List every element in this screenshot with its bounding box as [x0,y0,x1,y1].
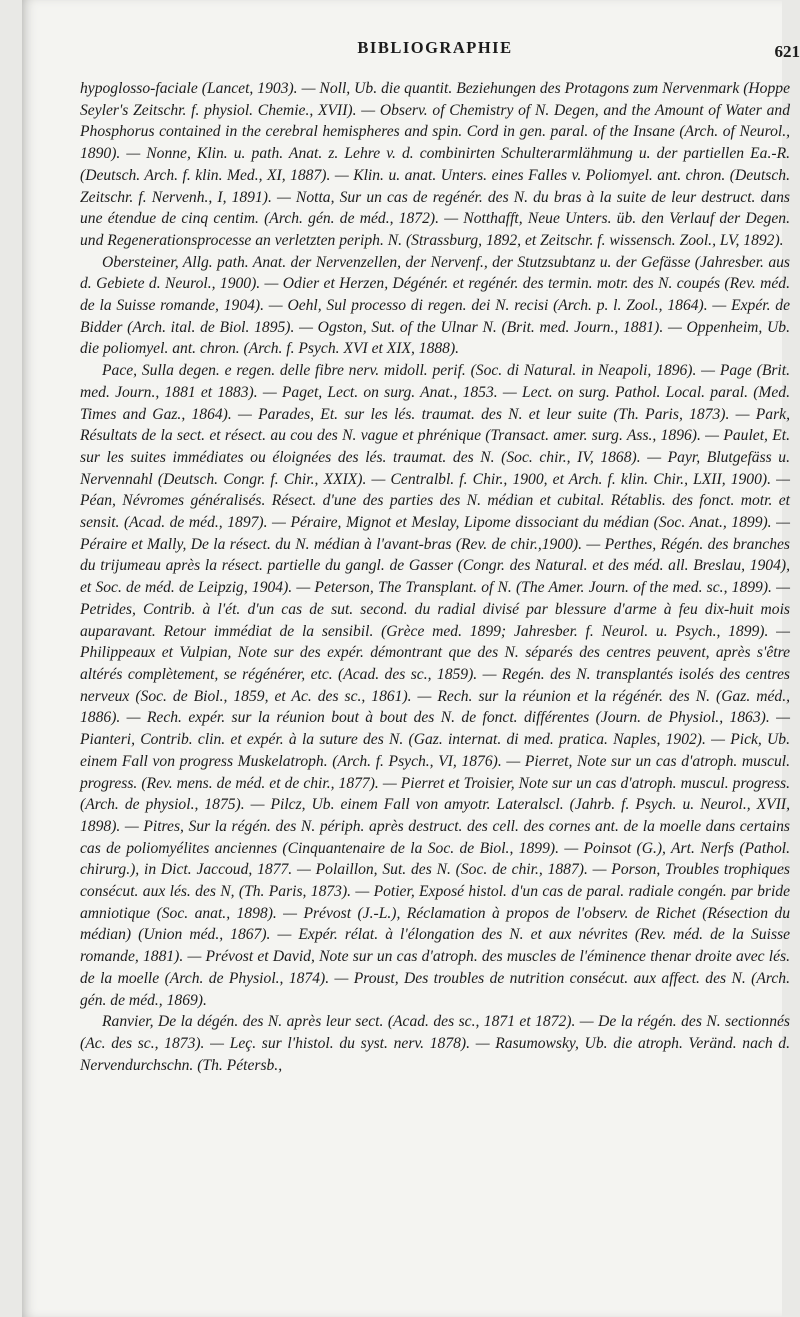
bibliography-text [80,78,790,1076]
bibliography-paragraph: hypoglosso-faciale (Lancet, 1903). — Noll, Ub. die quantit. Beziehungen des Protagons zum Nervenmark (Hoppe Seyler's Zeitschr. f. physiol. Chemie., XVII). — Observ. of Chemistry of N. Degen, and the Amount of Water and Phosphorus contained in the cerebral hemispheres and spin. Cord in gen. paral. of the Insane (Arch. of Neurol., 1890). — Nonne, Klin. u. path. Anat. z. Lehre v. d. combinirten Schulterarmlähmung u. der partiellen Ea.-R. (Deutsch. Arch. f. klin. Med., XI, 1887). — Klin. u. anat. Unters. eines Falles v. Poliomyel. ant. chron. (Deutsch. Zeitschr. f. Nervenh., I, 1891). — Notta, Sur un cas de regénér. des N. du bras à la suite de leur destruct. dans une étendue de cinq centim. (Arch. gén. de méd., 1872). — Notthafft, Neue Unters. üb. den Verlauf der Degen. und Regenerationsprocesse an verletzten periph. N. (Strassburg, 1892, et Zeitschr. f. wissensch. Zool., LV, 1892). [80,80,790,249]
page-number: 621 [774,42,800,61]
page-header [80,30,800,61]
running-title: BIBLIOGRAPHIE [357,38,513,57]
book-page [22,0,800,1317]
bibliography-paragraph: Obersteiner, Allg. path. Anat. der Nervenzellen, der Nervenf., der Stutzsubtanz u. der Gefässe (Jahresber. aus d. Gebiete d. Neurol., 1900). — Odier et Herzen, Dégénér. et regénér. des termin. motr. des N. coupés (Rev. méd. de la Suisse romande, 1904). — Oehl, Sul processo di regen. dei N. recisi (Arch. p. l. Zool., 1864). — Expér. de Bidder (Arch. ital. de Biol. 1895). — Ogston, Sut. of the Ulnar N. (Brit. med. Journ., 1881). — Oppenheim, Ub. die poliomyel. ant. chron. (Arch. f. Psych. XVI et XIX, 1888). [80,253,790,358]
bibliography-paragraph: Ranvier, De la dégén. des N. après leur sect. (Acad. des sc., 1871 et 1872). — De la régén. des N. sectionnés (Ac. des sc., 1873). — Leç. sur l'histol. du syst. nerv. 1878). — Rasumowsky, Ub. die atroph. Veränd. nach d. Nervendurchschn. (Th. Pétersb., [80,1013,790,1074]
bibliography-paragraph: Pace, Sulla degen. e regen. delle fibre nerv. midoll. perif. (Soc. di Natural. in Neapoli, 1896). — Page (Brit. med. Journ., 1881 et 1883). — Paget, Lect. on surg. Anat., 1853. — Lect. on surg. Pathol. Local. paral. (Med. Times and Gaz., 1864). — Parades, Et. sur les lés. traumat. des N. et leur suite (Th. Paris, 1873). — Park, Résultats de la sect. et résect. au cou des N. vague et phrénique (Transact. amer. surg. Ass., 1896). — Paulet, Et. sur les suites immédiates ou éloignées des lés. traumat. des N. (Soc. chir., IV, 1868). — Payr, Blutgefäss u. Nervennahl (Deutsch. Congr. f. Chir., XXIX). — Centralbl. f. Chir., 1900, et Arch. f. klin. Chir., LXII, 1900). — Péan, Névromes généralisés. Résect. d'une des parties des N. médian et cubital. Rétablis. des fonct. motr. et sensit. (Acad. de méd., 1897). — Péraire, Mignot et Meslay, Lipome dissociant du médian (Soc. Anat., 1899). — Péraire et Mally, De la résect. du N. médian à l'avant-bras (Rev. de chir.,1900). — Perthes, Régén. des branches du trijumeau après la résect. partielle du gangl. de Gasser (Congr. des Natural. et des méd. all. Breslau, 1904), et Soc. de méd. de Leipzig, 1904). — Peterson, The Transplant. of N. (The Amer. Journ. of the med. sc., 1899). — Petrides, Contrib. à l'ét. d'un cas de sut. second. du radial divisé par blessure d'arme à feu dix-huit mois auparavant. Retour immédiat de la sensibil. (Grèce med. 1899; Jahresber. f. Neurol. u. Psych., 1899). — Philippeaux et Vulpian, Note sur des expér. démontrant que des N. séparés des centres peuvent, après s'être altérés complètement, se régénérer, etc. (Acad. des sc., 1859). — Regén. des N. transplantés isolés des centres nerveux (Soc. de Biol., 1859, et Ac. des sc., 1861). — Rech. sur la réunion et la régénér. des N. (Gaz. méd., 1886). — Rech. expér. sur la réunion bout à bout des N. de fonct. différentes (Journ. de Physiol., 1863). — Pianteri, Contrib. clin. et expér. à la suture des N. (Gaz. internat. di med. pratica. Naples, 1902). — Pick, Ub. einem Fall von progress Muskelatroph. (Arch. f. Psych., VI, 1876). — Pierret, Note sur un cas d'atroph. muscul. progress. (Rev. mens. de méd. et de chir., 1877). — Pierret et Troisier, Note sur un cas d'atroph. muscul. progress. (Arch. de physiol., 1875). — Pilcz, Ub. einem Fall von amyotr. Lateralscl. (Jahrb. f. Psych. u. Neurol., XVII, 1898). — Pitres, Sur la régén. des N. périph. après destruct. des cell. des cornes ant. de la moelle dans certains cas de poliomyélites anciennes (Cinquantenaire de la Soc. de Biol., 1899). — Poinsot (G.), Art. Nerfs (Pathol. chirurg.), in Dict. Jaccoud, 1877. — Polaillon, Sut. des N. (Soc. de chir., 1887). — Porson, Troubles trophiques consécut. aux lés. des N, (Th. Paris, 1873). — Potier, Exposé histol. d'un cas de paral. radiale congén. par bride amniotique (Soc. anat., 1898). — Prévost (J.-L.), Réclamation à propos de l'observ. de Richet (Résection du médian) (Union méd., 1867). — Expér. rélat. à l'élongation des N. et aux névrites (Rev. méd. de la Suisse romande, 1881). — Prévost et David, Note sur un cas d'atroph. des muscles de l'éminence thenar droite avec lés. de la moelle (Arch. de Physiol., 1874). — Proust, Des troubles de nutrition consécut. aux affect. des N. (Arch. gén. de méd., 1869). [80,362,790,1009]
